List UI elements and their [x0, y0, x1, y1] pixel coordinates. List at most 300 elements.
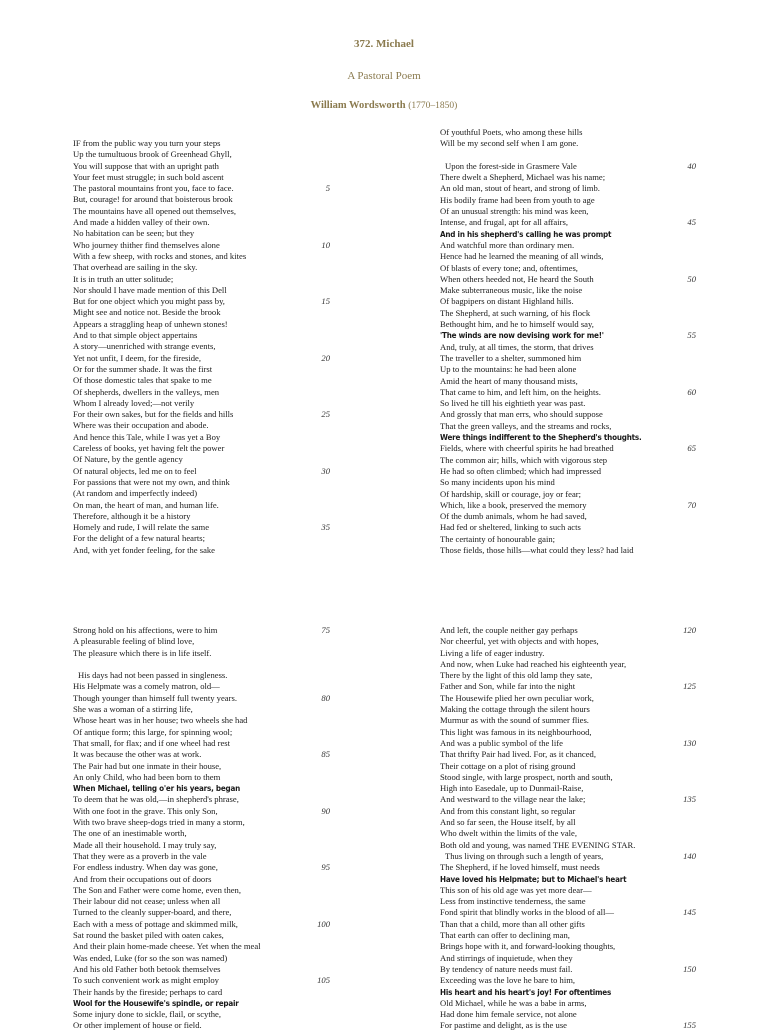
poem-line — [440, 172, 696, 183]
line-number: 150 — [683, 963, 696, 974]
poem-line — [73, 704, 330, 715]
poem-line-text: Of natural objects, led me on to feel — [73, 465, 197, 476]
poem-line — [73, 511, 330, 522]
poem-line-text: Father and Son, while far into the night — [440, 681, 576, 692]
poem-line — [73, 1009, 330, 1020]
poem-line — [440, 704, 696, 715]
poem-line-text: Intense, and frugal, apt for all affairs, — [440, 217, 568, 228]
poem-line-text: The traveller to a shelter, summoned him — [440, 352, 582, 363]
poem-line-text: Each with a mess of pottage and skimmed milk, — [73, 918, 238, 929]
poem-line-text: There dwelt a Shepherd, Michael was his name; — [440, 172, 606, 183]
poem-line-text: Of antique form; this large, for spinning wool; — [73, 726, 233, 737]
poem-line-text: Of bagpipers on distant Highland hills. — [440, 296, 574, 307]
poem-line-text: An only Child, who had been born to them — [73, 771, 221, 782]
poem-line — [73, 274, 330, 285]
poem-line — [73, 783, 330, 794]
poem-line — [440, 330, 696, 341]
author-dates: (1770–1850) — [408, 101, 458, 111]
poem-author — [0, 100, 768, 111]
poem-line-text: This son of his old age was yet more dear— — [440, 884, 592, 895]
line-number: 100 — [317, 918, 330, 929]
poem-line — [440, 364, 696, 375]
poem-line-text: The pastoral mountains front you, face to face. — [73, 183, 234, 194]
poem-line-text: You will suppose that with an upright path — [73, 160, 219, 171]
poem-line — [440, 772, 696, 783]
poem-line-text: With two brave sheep-dogs tried in many a storm, — [73, 817, 245, 828]
poem-line-text: For their own sakes, but for the fields and hills — [73, 409, 234, 420]
poem-line — [73, 964, 330, 975]
poem-line-text: Therefore, although it be a history — [73, 510, 191, 521]
poem-line-text: The Shepherd, at such warning, of his flock — [440, 307, 591, 318]
poem-line — [73, 500, 330, 511]
poem-line — [440, 466, 696, 477]
poem-line — [440, 206, 696, 217]
poem-line-text: A story—unenriched with strange events, — [73, 341, 216, 352]
poem-line — [440, 851, 696, 862]
poem-line — [440, 648, 696, 659]
poem-line — [73, 806, 330, 817]
line-number: 50 — [687, 273, 696, 284]
poem-line — [73, 194, 330, 205]
poem-line-text: Thus living on through such a length of years, — [445, 850, 604, 861]
line-number: 30 — [321, 465, 330, 476]
poem-line-text: And his old Father both betook themselves — [73, 963, 221, 974]
poem-line — [440, 353, 696, 364]
poem-line-text: And hence this Tale, while I was yet a Boy — [73, 431, 221, 442]
poem-line-text: That they were as a proverb in the vale — [73, 850, 207, 861]
poem-line — [440, 817, 696, 828]
poem-line — [440, 127, 696, 138]
poem-line-text: For passions that were not my own, and think — [73, 476, 230, 487]
poem-line — [440, 727, 696, 738]
poem-line — [73, 183, 330, 194]
poem-line-text: And so far seen, the House itself, by all — [440, 817, 576, 828]
line-number: 125 — [683, 681, 696, 692]
poem-line — [73, 138, 330, 149]
poem-line — [440, 896, 696, 907]
poem-line — [73, 975, 330, 986]
poem-line — [440, 409, 696, 420]
poem-column-2 — [440, 127, 696, 556]
poem-line — [73, 659, 330, 670]
poem-line-text: Was ended, Luke (for so the son was named) — [73, 952, 228, 963]
poem-line-text: Upon the forest-side in Grasmere Vale — [445, 160, 577, 171]
poem-line-text: (At random and imperfectly indeed) — [73, 488, 198, 499]
poem-line-text: On man, the heart of man, and human life. — [73, 499, 219, 510]
poem-line — [73, 851, 330, 862]
poem-line-text: So lived he till his eightieth year was past. — [440, 398, 586, 409]
poem-line-text: The common air; hills, which with vigorous step — [440, 454, 608, 465]
poem-line — [73, 738, 330, 749]
poem-line-text: Whom I already loved;—not verily — [73, 397, 195, 408]
poem-line — [73, 364, 330, 375]
poem-line-text: With a few sheep, with rocks and stones, and kites — [73, 250, 247, 261]
line-number: 40 — [687, 160, 696, 171]
poem-line-text: For pastime and delight, as is the use — [440, 1020, 567, 1031]
poem-line — [440, 885, 696, 896]
poem-line-text: But, courage! for around that boisterous brook — [73, 194, 233, 205]
line-number: 15 — [321, 296, 330, 307]
poem-line-text: Had fed or sheltered, linking to such acts — [440, 522, 581, 533]
poem-line-text: Who dwelt within the limits of the vale, — [440, 828, 577, 839]
poem-column-3 — [73, 625, 330, 1032]
poem-line — [73, 161, 330, 172]
poem-line — [73, 443, 330, 454]
poem-line-text: Make subterraneous music, like the noise — [440, 285, 583, 296]
poem-line — [73, 941, 330, 952]
line-number: 120 — [683, 625, 696, 635]
poem-line — [73, 693, 330, 704]
poem-line-text: Homely and rude, I will relate the same — [73, 522, 210, 533]
poem-line-text: Though younger than himself full twenty years. — [73, 692, 237, 703]
poem-line — [440, 681, 696, 692]
poem-line-text: Living a life of eager industry. — [440, 647, 545, 658]
poem-line — [73, 715, 330, 726]
poem-line-text: Hence had he learned the meaning of all winds, — [440, 251, 604, 262]
poem-line-text: The Housewife plied her own peculiar work, — [440, 692, 594, 703]
poem-line — [440, 195, 696, 206]
poem-line — [73, 907, 330, 918]
poem-line-text: So many incidents upon his mind — [440, 477, 555, 488]
poem-line — [73, 307, 330, 318]
poem-line — [440, 274, 696, 285]
poem-line-text: The mountains have all opened out themselves, — [73, 205, 237, 216]
poem-line-text: Both old and young, was named THE EVENING STAR. — [440, 839, 636, 850]
poem-line — [440, 319, 696, 330]
poem-line-text: Will be my second self when I am gone. — [440, 138, 579, 149]
poem-line-text: And westward to the village near the lake; — [440, 794, 586, 805]
poem-line — [440, 794, 696, 805]
poem-line-text: Turned to the cleanly supper-board, and there, — [73, 907, 232, 918]
poem-line — [440, 987, 696, 998]
poem-line — [440, 432, 696, 443]
author-name: William Wordsworth — [310, 100, 406, 111]
line-number: 80 — [321, 692, 330, 703]
poem-line — [440, 874, 696, 885]
poem-line — [440, 455, 696, 466]
poem-line-text: Brings hope with it, and forward-looking thoughts, — [440, 941, 616, 952]
poem-line — [73, 262, 330, 273]
poem-line — [73, 319, 330, 330]
poem-line — [73, 953, 330, 964]
poem-line — [440, 636, 696, 647]
poem-line-text: And was a public symbol of the life — [440, 737, 563, 748]
poem-line — [440, 443, 696, 454]
poem-line-text: And in his shepherd's calling he was prompt — [440, 229, 612, 239]
poem-line — [440, 828, 696, 839]
poem-line — [73, 930, 330, 941]
poem-line — [440, 398, 696, 409]
line-number: 70 — [687, 499, 696, 510]
poem-line-text: Less from instinctive tenderness, the same — [440, 896, 586, 907]
poem-line-text: Of youthful Poets, who among these hills — [440, 127, 583, 137]
poem-line-text: Their labour did not cease; unless when all — [73, 896, 221, 907]
poem-line-text: And stirrings of inquietude, when they — [440, 952, 573, 963]
line-number: 140 — [683, 850, 696, 861]
poem-line — [73, 488, 330, 499]
poem-line — [73, 477, 330, 488]
poem-line-text: The Son and Father were come home, even then, — [73, 884, 241, 895]
poem-line — [73, 172, 330, 183]
poem-line-text: That came to him, and left him, on the heights. — [440, 386, 601, 397]
poem-line-text: Careless of books, yet having felt the power — [73, 443, 225, 454]
line-number: 75 — [321, 625, 330, 635]
poem-line-text: IF from the public way you turn your steps — [73, 138, 221, 148]
poem-line-text: It is in truth an utter solitude; — [73, 273, 174, 284]
poem-line — [440, 534, 696, 545]
poem-line-text: Of shepherds, dwellers in the valleys, men — [73, 386, 220, 397]
poem-line — [73, 409, 330, 420]
poem-line-text: And from this constant light, so regular — [440, 805, 576, 816]
poem-line-text: Making the cottage through the silent hours — [440, 704, 590, 715]
poem-line — [440, 421, 696, 432]
poem-line — [73, 817, 330, 828]
poem-line — [440, 693, 696, 704]
poem-line — [73, 387, 330, 398]
poem-line-text: His bodily frame had been from youth to age — [440, 194, 595, 205]
poem-line-text: Or for the summer shade. It was the first — [73, 363, 213, 374]
poem-line-text: Made all their household. I may truly say, — [73, 839, 217, 850]
poem-line-text: There by the light of this old lamp they sate, — [440, 670, 593, 681]
poem-line — [440, 919, 696, 930]
poem-line — [440, 783, 696, 794]
poem-line — [73, 840, 330, 851]
poem-line — [440, 975, 696, 986]
line-number: 25 — [321, 409, 330, 420]
poem-line — [440, 489, 696, 500]
line-number: 20 — [321, 352, 330, 363]
poem-line-text: The Shepherd, if he loved himself, must needs — [440, 862, 600, 873]
poem-line — [73, 330, 330, 341]
poem-line-text: Yet not unfit, I deem, for the fireside, — [73, 352, 202, 363]
poem-line — [73, 454, 330, 465]
poem-line-text: 'The winds are now devising work for me!' — [440, 331, 604, 341]
poem-line-text: For the delight of a few natural hearts; — [73, 533, 205, 544]
poem-line-text: Exceeding was the love he bare to him, — [440, 975, 576, 986]
poem-line-text: His days had not been passed in singleness. — [78, 670, 228, 681]
poem-line — [73, 998, 330, 1009]
poem-line-text: And watchful more than ordinary men. — [440, 239, 575, 250]
poem-line — [73, 217, 330, 228]
poem-line — [440, 240, 696, 251]
poem-line-text: That small, for flax; and if one wheel had rest — [73, 737, 231, 748]
poem-line-text: Amid the heart of many thousand mists, — [440, 375, 578, 386]
line-number: 135 — [683, 794, 696, 805]
poem-line — [73, 874, 330, 885]
poem-line-text: Of hardship, skill or courage, joy or fear; — [440, 488, 582, 499]
line-number: 155 — [683, 1020, 696, 1031]
poem-line-text: By tendency of nature needs must fail. — [440, 963, 573, 974]
line-number: 85 — [321, 749, 330, 760]
poem-line — [440, 263, 696, 274]
poem-line-text: Nor should I have made mention of this Dell — [73, 284, 227, 295]
poem-line-text: The certainty of honourable gain; — [440, 533, 556, 544]
poem-line — [440, 500, 696, 511]
poem-line-text: High into Easedale, up to Dunmail-Raise, — [440, 783, 584, 794]
line-number: 55 — [687, 330, 696, 341]
poem-line-text: That earth can offer to declining man, — [440, 930, 570, 941]
poem-line-text: Their hands by the fireside; perhaps to card — [73, 986, 223, 997]
poem-line — [73, 149, 330, 160]
poem-line-text: Had done him female service, not alone — [440, 1009, 577, 1020]
poem-line — [440, 862, 696, 873]
poem-line-text: Or other implement of house or field. — [73, 1020, 202, 1031]
poem-line-text: Their cottage on a plot of rising ground — [440, 760, 576, 771]
poem-line-text: Fields, where with cheerful spirits he had breathed — [440, 443, 614, 454]
poem-line-text: And from their occupations out of doors — [73, 873, 212, 884]
poem-line-text: The pleasure which there is in life itself. — [73, 647, 212, 658]
poem-line-text: The one of an inestimable worth, — [73, 828, 187, 839]
poem-line-text: No habitation can be seen; but they — [73, 228, 195, 239]
poem-line — [440, 806, 696, 817]
poem-line — [73, 794, 330, 805]
poem-line — [440, 522, 696, 533]
poem-line-text: For endless industry. When day was gone, — [73, 862, 218, 873]
poem-line — [440, 659, 696, 670]
poem-line — [440, 941, 696, 952]
poem-line-text: An old man, stout of heart, and strong of limb. — [440, 183, 600, 194]
poem-line — [440, 738, 696, 749]
poem-line-text: And now, when Luke had reached his eighteenth year, — [440, 658, 627, 669]
poem-line — [440, 761, 696, 772]
poem-line — [440, 749, 696, 760]
poem-line-text: Of Nature, by the gentle agency — [73, 454, 183, 465]
poem-line-text: She was a woman of a stirring life, — [73, 704, 193, 715]
poem-subtitle: A Pastoral Poem — [347, 70, 421, 82]
poem-line — [73, 636, 330, 647]
poem-line — [440, 625, 696, 636]
poem-line-text: And, truly, at all times, the storm, that drives — [440, 341, 594, 352]
poem-line-text: And to that simple object appertains — [73, 330, 198, 341]
poem-line — [73, 466, 330, 477]
poem-line-text: That overhead are sailing in the sky. — [73, 262, 198, 273]
poem-line — [73, 749, 330, 760]
poem-line-text: And grossly that man errs, who should suppose — [440, 409, 603, 420]
poem-line — [73, 987, 330, 998]
poem-line — [440, 342, 696, 353]
line-number: 60 — [687, 386, 696, 397]
poem-line — [73, 727, 330, 738]
line-number: 35 — [321, 522, 330, 533]
line-number: 5 — [325, 183, 330, 194]
poem-line — [73, 398, 330, 409]
line-number: 130 — [683, 737, 696, 748]
poem-line-text: Old Michael, while he was a babe in arms, — [440, 997, 587, 1008]
poem-line — [73, 251, 330, 262]
poem-line — [440, 1009, 696, 1020]
poem-line — [440, 930, 696, 941]
line-number: 145 — [683, 907, 696, 918]
poem-line-text: When others heeded not, He heard the South — [440, 273, 594, 284]
poem-line — [73, 432, 330, 443]
poem-line-text: A pleasurable feeling of blind love, — [73, 636, 195, 647]
poem-line-text: He had so often climbed; which had impressed — [440, 465, 602, 476]
poem-number-title: 372. Michael — [354, 38, 414, 50]
poem-line-text: With one foot in the grave. This only Son, — [73, 805, 218, 816]
poem-line — [73, 522, 330, 533]
poem-line-text: Your feet must struggle; in such bold ascent — [73, 171, 224, 182]
poem-line — [73, 545, 330, 556]
poem-column-4 — [440, 625, 696, 1032]
poem-line — [73, 1020, 330, 1031]
poem-line-text: That the green valleys, and the streams and rocks, — [440, 420, 612, 431]
poem-line — [73, 761, 330, 772]
poem-line-text: Sat round the basket piled with oaten cakes, — [73, 930, 224, 941]
poem-line — [73, 896, 330, 907]
poem-line — [73, 296, 330, 307]
poem-line — [440, 545, 696, 556]
poem-line-text: Up to the mountains: he had been alone — [440, 364, 577, 375]
poem-line — [440, 715, 696, 726]
poem-line — [440, 907, 696, 918]
poem-line-text: Of the dumb animals, whom he had saved, — [440, 511, 587, 522]
poem-line-text: Fond spirit that blindly works in the blood of all— — [440, 907, 615, 918]
poem-line — [73, 670, 330, 681]
poem-line — [73, 375, 330, 386]
poem-line-text: Who journey thither find themselves alone — [73, 239, 220, 250]
line-number: 90 — [321, 805, 330, 816]
poem-column-1 — [73, 138, 330, 556]
poem-line — [73, 828, 330, 839]
poem-line-text: It was because the other was at work. — [73, 749, 202, 760]
poem-line — [73, 285, 330, 296]
poem-line — [440, 161, 696, 172]
poem-line-text: The Pair had but one inmate in their house, — [73, 760, 222, 771]
poem-line — [73, 772, 330, 783]
line-number: 10 — [321, 239, 330, 250]
poem-line-text: To deem that he was old,—in shepherd's phrase, — [73, 794, 239, 805]
poem-line-text: Bethought him, and he to himself would say, — [440, 319, 594, 330]
poem-line-text: Where was their occupation and abode. — [73, 420, 209, 431]
poem-line-text: Nor cheerful, yet with objects and with hopes, — [440, 636, 599, 647]
poem-line — [440, 296, 696, 307]
poem-line — [440, 840, 696, 851]
poem-line — [440, 308, 696, 319]
poem-line-text: To such convenient work as might employ — [73, 975, 219, 986]
line-number: 65 — [687, 443, 696, 454]
poem-line — [440, 477, 696, 488]
poem-line-text: Appears a straggling heap of unhewn stones! — [73, 318, 228, 329]
poem-line-text: That thrifty Pair had lived. For, as it chanced, — [440, 749, 596, 760]
poem-line — [440, 150, 696, 161]
poem-line-text: His heart and his heart's joy! For oftentimes — [440, 987, 612, 997]
line-number: 95 — [321, 862, 330, 873]
poem-line-text: Which, like a book, preserved the memory — [440, 499, 587, 510]
poem-line-text: But for one object which you might pass by, — [73, 296, 225, 307]
poem-line-text: His Helpmate was a comely matron, old— — [73, 681, 220, 692]
poem-line — [73, 648, 330, 659]
poem-line-text: Than that a child, more than all other gifts — [440, 918, 585, 929]
line-number: 105 — [317, 975, 330, 986]
poem-line — [73, 625, 330, 636]
poem-line-text: This light was famous in its neighbourhood, — [440, 726, 592, 737]
poem-line-text: Whose heart was in her house; two wheels she had — [73, 715, 248, 726]
poem-line — [440, 964, 696, 975]
poem-line-text: Strong hold on his affections, were to him — [73, 625, 218, 635]
poem-line-text: Of blasts of every tone; and, oftentimes, — [440, 262, 578, 273]
poem-line — [440, 217, 696, 228]
poem-line-text: Of those domestic tales that spake to me — [73, 375, 212, 386]
poem-line — [440, 251, 696, 262]
poem-line — [73, 919, 330, 930]
poem-line — [73, 533, 330, 544]
poem-line — [440, 138, 696, 149]
poem-line — [73, 420, 330, 431]
poem-line — [73, 341, 330, 352]
poem-line — [440, 229, 696, 240]
line-number: 45 — [687, 217, 696, 228]
poem-line-text: Up the tumultuous brook of Greenhead Ghyll, — [73, 149, 232, 160]
